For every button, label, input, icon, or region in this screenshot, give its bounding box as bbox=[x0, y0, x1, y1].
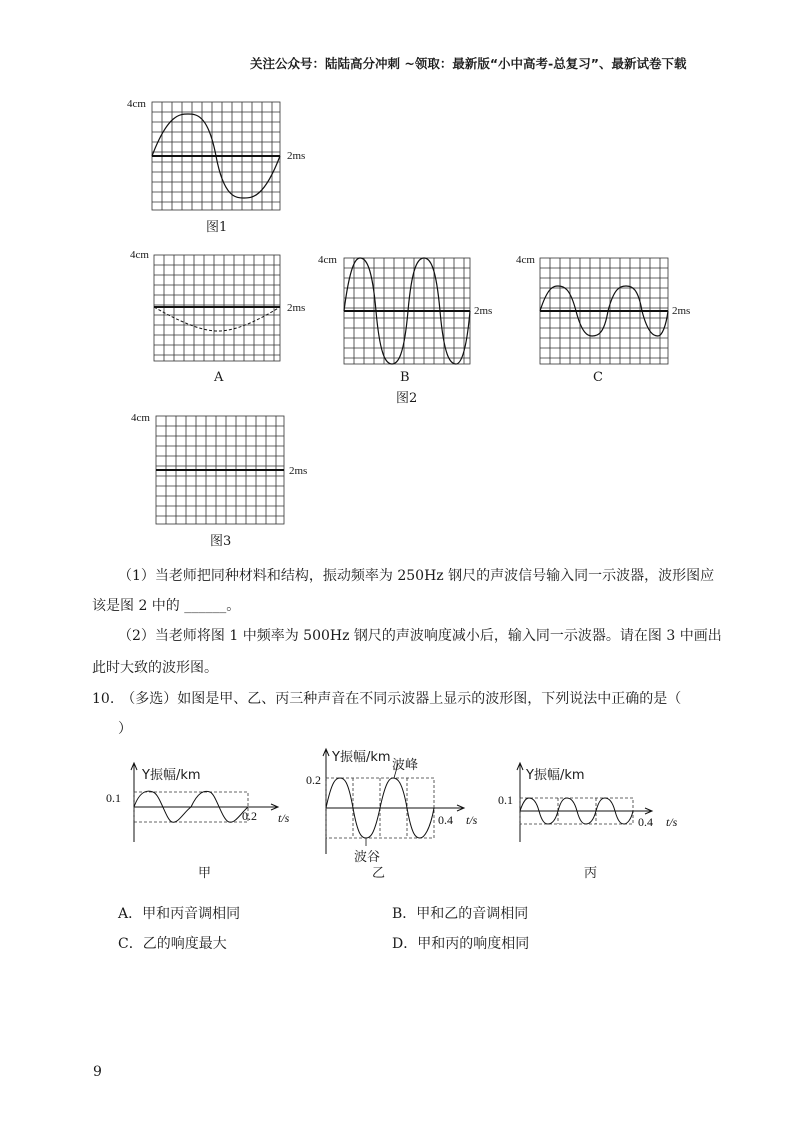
fig3-caption: 图3 bbox=[210, 534, 232, 549]
fig2b-x-label: 2ms bbox=[474, 305, 493, 317]
graph-jia-caption: 甲 bbox=[198, 866, 212, 881]
option-c[interactable]: C．乙的响度最大 bbox=[118, 936, 227, 952]
fig2c-x-label: 2ms bbox=[672, 305, 691, 317]
graph-yi-peak-label: 波峰 bbox=[392, 758, 419, 773]
fig3-y-label: 4cm bbox=[131, 412, 150, 424]
fig2a-y-label: 4cm bbox=[130, 249, 149, 261]
fig2a-sub-label: A bbox=[214, 370, 224, 385]
fig2-caption: 图2 bbox=[396, 391, 418, 406]
q10-stem-line1: 10. （多选）如图是甲、乙、丙三种声音在不同示波器上显示的波形图，下列说法中正确的是（ bbox=[92, 691, 682, 707]
page-header: 关注公众号：陆陆高分冲刺 ~领取：最新版“小中高考-总复习”、最新试卷下载 bbox=[250, 56, 687, 71]
graph-bing-x-value: 0.4 bbox=[638, 815, 653, 829]
fig2c-sub-label: C bbox=[593, 370, 603, 385]
fig2b-oscilloscope-grid bbox=[342, 256, 472, 368]
graph-bing-caption: 丙 bbox=[584, 866, 598, 881]
fig1-x-label: 2ms bbox=[287, 150, 306, 162]
fig1-y-label: 4cm bbox=[127, 98, 146, 110]
graph-jia-x-value: 0.2 bbox=[242, 809, 257, 823]
q10-stem-line2: ） bbox=[118, 721, 132, 737]
option-a[interactable]: A．甲和丙音调相同 bbox=[118, 906, 241, 922]
fig3-x-label: 2ms bbox=[289, 465, 308, 477]
graph-jia-x-axis: t/s bbox=[278, 811, 290, 825]
graph-bing-x-axis: t/s bbox=[666, 815, 678, 829]
fig2c-oscilloscope-grid bbox=[538, 256, 670, 368]
option-b[interactable]: B．甲和乙的音调相同 bbox=[392, 906, 529, 922]
option-d[interactable]: D．甲和丙的响度相同 bbox=[392, 936, 530, 952]
fig1-oscilloscope-grid bbox=[150, 100, 282, 212]
graph-yi-x-axis: t/s bbox=[466, 813, 478, 827]
fig2a-x-label: 2ms bbox=[287, 302, 306, 314]
graph-jia-y-axis: Y振幅/km bbox=[142, 768, 201, 783]
q9-part2-line1: （2）当老师将图 1 中频率为 500Hz 钢尺的声波响度减小后，输入同一示波器。请在图 3 中画出 bbox=[118, 628, 722, 644]
q9-part1-line2: 该是图 2 中的 ______。 bbox=[92, 598, 241, 614]
q9-part1-line1: （1）当老师把同种材料和结构，振动频率为 250Hz 钢尺的声波信号输入同一示波器，波形图应 bbox=[118, 568, 715, 584]
fig1-caption: 图1 bbox=[206, 220, 228, 235]
graph-yi-x-value: 0.4 bbox=[438, 813, 453, 827]
graph-jia-y-value: 0.1 bbox=[106, 791, 121, 805]
graph-yi-trough-label: 波谷 bbox=[354, 850, 381, 865]
q9-part2-line2: 此时大致的波形图。 bbox=[92, 660, 218, 676]
page-number: 9 bbox=[93, 1064, 102, 1080]
graph-yi-y-value: 0.2 bbox=[306, 773, 321, 787]
fig2c-y-label: 4cm bbox=[516, 254, 535, 266]
fig2b-sub-label: B bbox=[400, 370, 410, 385]
fig2b-y-label: 4cm bbox=[318, 254, 337, 266]
graph-yi-caption: 乙 bbox=[372, 866, 386, 881]
fig2a-oscilloscope-grid bbox=[152, 253, 282, 365]
graph-bing-y-axis: Y振幅/km bbox=[526, 768, 585, 783]
graph-bing-y-value: 0.1 bbox=[498, 793, 513, 807]
graph-yi-y-axis: Y振幅/km bbox=[332, 750, 391, 765]
fig3-oscilloscope-grid[interactable] bbox=[154, 414, 286, 526]
